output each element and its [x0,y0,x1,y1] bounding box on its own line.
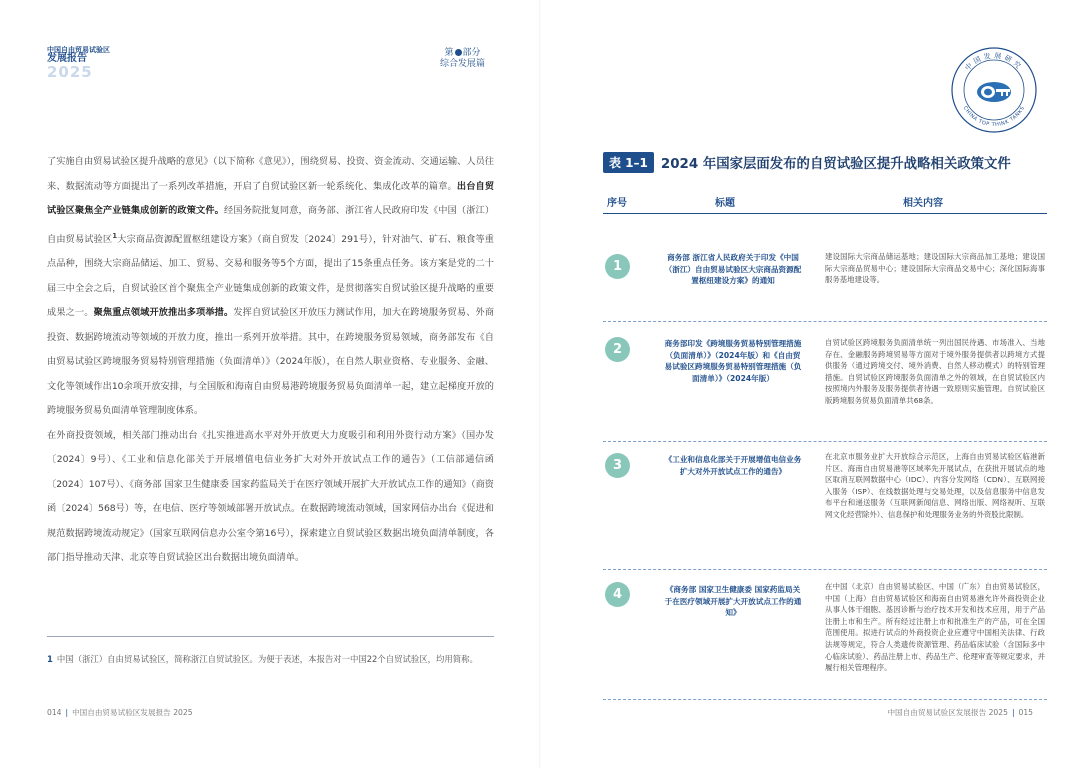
right-page-footer: 中国自由贸易试验区发展报告 2025 | 015 [887,708,1033,717]
left-page-footer: 014 | 中国自由贸易试验区发展报告 2025 [47,708,193,717]
table-row [603,442,1047,570]
table-caption [603,152,1011,173]
row-title: 《商务部 国家卫生健康委 国家药监局关于在医疗领域开展扩大开放试点工作的通知》 [664,585,802,617]
left-page-number: 014 [47,708,62,717]
brand-line1: 中国自由贸易试验区 [47,46,110,54]
logo-cn-text: 中国发展研究 [963,51,1025,73]
think-tank-logo [950,46,1038,134]
part-prefix: 第 [444,48,454,58]
column-header-title: 标题 [715,198,735,209]
part-name: 综合发展篇 [440,59,486,70]
body-text [47,150,494,571]
column-header-number: 序号 [607,198,627,209]
row-title: 商务部 浙江省人民政府关于印发《中国（浙江）自由贸易试验区大宗商品资源配置枢纽建设方案》的通知 [664,253,802,285]
row-number-badge: 1 [605,254,630,279]
left-running-title: 中国自由贸易试验区发展报告 2025 [72,708,193,717]
footnote-number: 1 [47,654,53,664]
footnote [47,651,494,668]
part-label [440,48,485,71]
row-content: 建设国际大宗商品储运基地；建设国际大宗商品加工基地；建设国际大宗商品贸易中心；建设国际大宗商品交易中心；深化国际海事服务基地建设等。 [825,252,1045,285]
row-content: 在中国（北京）自由贸易试验区、中国（广东）自由贸易试验区，中国（上海）自由贸易试验区和海南自由贸易港允许外商投资企业从事人体干细胞、基因诊断与治疗技术开发和技术应用，用于产品注册上市和生产。所有经过注册上市和批准生产的产品，可在全国范围使用。拟进行试点的外商投资企业应遵守中国相关法律、行政法规等规定，符合人类遗传资源管理、药品临床试验（含国际多中心临床试验）、药品注册上市、药品生产、伦理审查等规定要求，并履行相关管理程序。 [825,582,1045,673]
part-suffix: 部分 [462,48,481,58]
table-row [603,322,1047,442]
brand-year: 2025 [47,62,93,81]
report-brand [47,47,110,81]
row-content: 在北京市服务业扩大开放综合示范区，上海自由贸易试验区临港新片区、海南自由贸易港等区域率先开展试点，在获批开展试点的地区取消互联网数据中心（IDC）、内容分发网络（CDN）、互联网接入服务（ISP）、在线数据处理与交易处理，以及信息服务中信息发布平台和递送服务（互联网新闻信息、网络出版、网络视听、互联网文化经营除外）、信息保护和处理服务业务的外资股比限制。 [825,452,1045,519]
footnote-divider [47,636,494,637]
table-row [603,214,1047,322]
row-title: 商务部印发《跨境服务贸易特别管理措施（负面清单）》（2024年版）和《自由贸易试验区跨境服务贸易特别管理措施（负面清单）》（2024年版） [664,339,802,383]
bold-lead-sentence: 出台自贸试验区聚焦全产业链集成创新的政策文件。 [47,180,495,216]
paragraph-text: 发挥自贸试验区开放压力测试作用，加大在跨境服务贸易、外商投资、数据跨境流动等领域的开放力度，推出一系列开放举措。其中，在跨境服务贸易领域，商务部发布《自由贸易试验区跨境服务贸易特别管理措施（负面清单）》（2024年版），在自然人职业资格、专业服务、金融、文化等领域作出10余项开放安排，与全国版和海南自由贸易港跨境服务贸易负面清单一起，建立起梯度开放的跨境服务贸易负面清单管理制度体系。 [47,307,495,417]
column-header-content: 相关内容 [903,198,943,209]
row-title: 《工业和信息化部关于开展增值电信业务扩大对外开放试点工作的通告》 [664,455,802,476]
table-row [603,570,1047,700]
row-number-badge: 4 [605,582,630,607]
paragraph-text: 了实施自由贸易试验区提升战略的意见》（以下简称《意见》），围绕贸易、投资、资金流动、交通运输、人员往来、数据流动等方面提出了一系列改革措施，开启了自贸试验区新一轮系统化、集成化改革的篇章。 [47,156,494,192]
right-page [540,0,1080,768]
brand-line2: 发展报告 [47,53,87,65]
right-running-title: 中国自由贸易试验区发展报告 2025 [887,708,1008,717]
footnote-ref: 1 [112,231,118,240]
table-title: 2024 年国家层面发布的自贸试验区提升战略相关政策文件 [660,157,1011,172]
table-number-badge: 表 1–1 [603,152,654,173]
footnote-text: 中国（浙江）自由贸易试验区，简称浙江自贸试验区。为便于表述，本报告对一中国22个自贸试验区，均用简称。 [56,654,478,664]
row-divider [603,699,1047,700]
row-number-badge: 3 [605,453,630,478]
right-page-number: 015 [1018,708,1033,717]
body-paragraph [47,424,494,571]
row-content: 自贸试验区跨境服务负面清单统一列出国民待遇、市场准入、当地存在、金融服务跨境贸易等方面对于境外服务提供者以跨境方式提供服务（通过跨境交付、境外消费、自然人移动模式）的特别管理措施。自贸试验区跨境服务负面清单之外的领域，在自贸试验区内按照境内外服务及服务提供者待遇一致原则实施管理。自贸试验区版跨境服务贸易负面清单共68条。 [825,338,1045,405]
bold-lead-sentence: 聚焦重点领域开放推出多项举措。 [93,307,234,319]
paragraph-text: 经国务院批复同意，商务部、浙江省人民政府印发《中国（浙江）自由贸易试验区 [47,205,495,245]
body-paragraph [47,150,494,424]
table-header [603,194,1047,212]
paragraph-text: 在外商投资领域，相关部门推动出台《扎实推进高水平对外开放更大力度吸引和利用外资行动方案》（国办发〔2024〕9号）、《工业和信息化部关于开展增值电信业务扩大对外开放试点工作的通告》（工信部通信函〔2024〕107号）、《商务部 国家卫生健康委 国家药监局关于在医疗领域开展扩大开放试点工作的通知》（商资函〔2024〕568号）等，在电信、医疗等领域部署开放试点。在数据跨境流动领域，国家网信办出台《促进和规范数据跨境流动规定》（国家互联网信息办公室令第16号），探索建立自贸试验区数据出境负面清单制度，各部门指导推动天津、北京等自贸试验区出台数据出境负面清单。 [47,429,494,564]
paragraph-text: 大宗商品资源配置枢纽建设方案》（商自贸发〔2024〕291号），针对油气、矿石、粮食等重点品种，围绕大宗商品储运、加工、贸易、交易和服务等5个方面，提出了15条重点任务。该方案是党的二十届三中全会之后，自贸试验区首个聚焦全产业链集成创新的政策文件，是贯彻落实自贸试验区提升战略的重要成果之一。 [47,233,494,319]
logo-en-text: CHINA TOP THINK TANKS [961,105,1027,129]
row-number-badge: 2 [605,337,630,362]
part-dot-icon [455,49,462,56]
